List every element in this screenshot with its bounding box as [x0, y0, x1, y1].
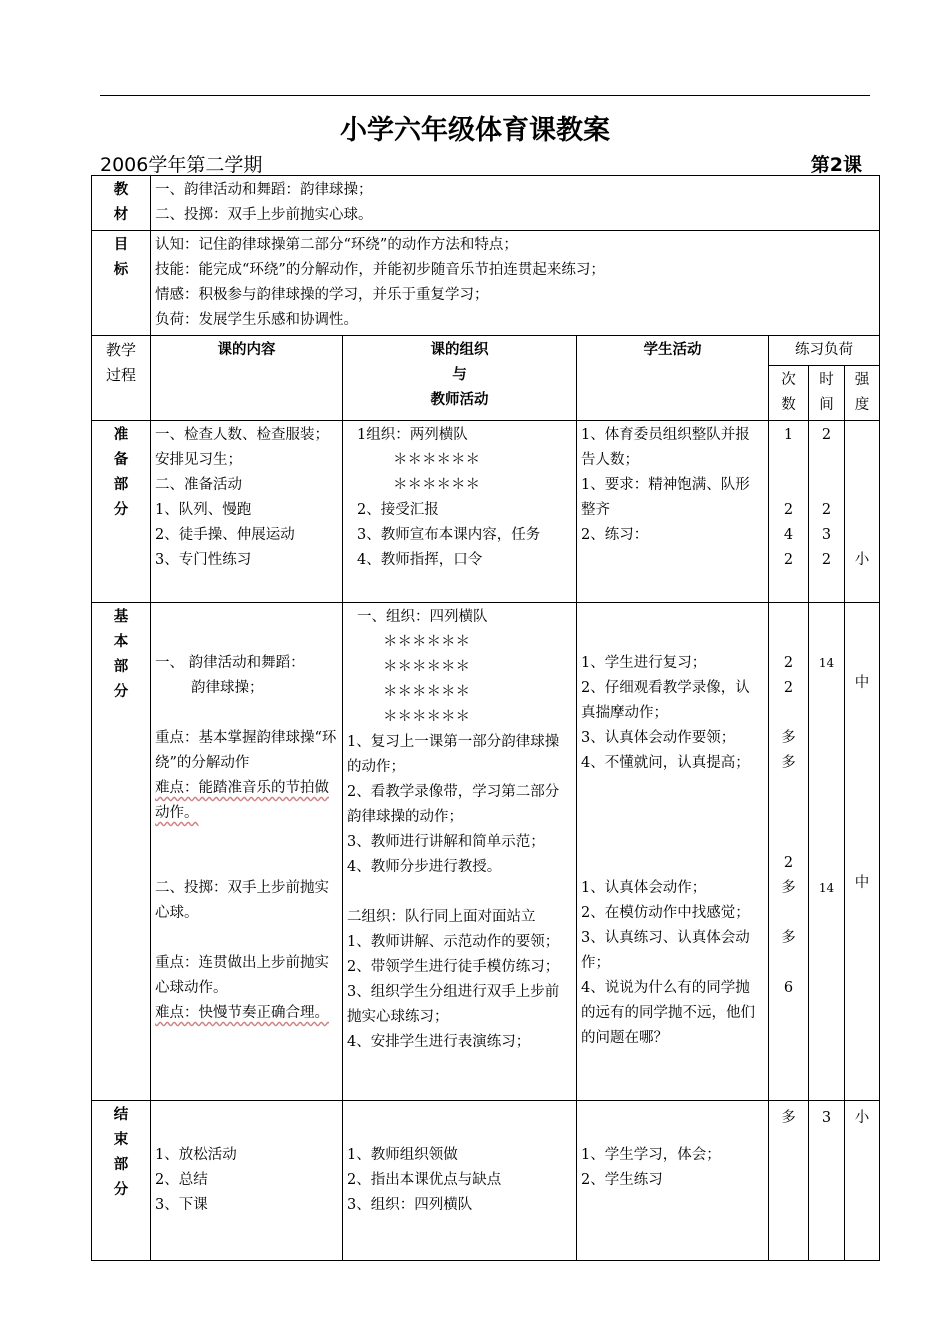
- prep-student: 1、体育委员组织整队并报告人数； 1、要求：精神饱满、队形整齐 2、练习：: [577, 421, 769, 603]
- prep-row: [92, 421, 880, 603]
- end-count: 多: [769, 1101, 809, 1261]
- prep-label: 准 备 部 分: [92, 421, 151, 603]
- header-time: 时 间: [809, 366, 845, 421]
- goals-label: 目 标: [92, 231, 151, 336]
- lesson-number: 第2课: [810, 154, 862, 176]
- materials-content: 一、韵律活动和舞蹈：韵律球操； 二、投掷：双手上步前抛实心球。: [151, 176, 880, 231]
- lesson-plan-table: [91, 175, 880, 1261]
- header-organization: 课的组织 与 教师活动: [343, 336, 577, 421]
- prep-organization: 1组织：两列横队 ＊＊＊＊＊＊ ＊＊＊＊＊＊ 2、接受汇报 3、教师宣布本课内容，任务 4、教师指挥，口令: [343, 421, 577, 603]
- basic-student: 1、学生进行复习； 2、仔细观看教学录像，认真揣摩动作； 3、认真体会动作要领； 4、不懂就问，认真提高； 1、认真体会动作； 2、在模仿动作中找感觉； 3、认真练习、认真体会动作； 4、说说为什么有的同学抛的远有的同学抛不远，他们的问题在哪？: [577, 603, 769, 1101]
- prep-intensity: 小: [845, 421, 880, 603]
- end-content: 1、放松活动 2、总结 3、下课: [151, 1101, 343, 1261]
- header-load: 练习负荷: [769, 336, 880, 366]
- end-row: [92, 1101, 880, 1261]
- header-student: 学生活动: [577, 336, 769, 421]
- header-count: 次 数: [769, 366, 809, 421]
- header-content: 课的内容: [151, 336, 343, 421]
- prep-time: 2 2 3 2: [809, 421, 845, 603]
- goals-row: [92, 231, 880, 336]
- goals-content: 认知：记住韵律球操第二部分“环绕”的动作方法和特点； 技能：能完成“环绕”的分解动作，并能初步随音乐节拍连贯起来练习； 情感：积极参与韵律球操的学习，并乐于重复学习； 负荷：发展学生乐感和协调性。: [151, 231, 880, 336]
- end-student: 1、学生学习，体会； 2、学生练习: [577, 1101, 769, 1261]
- basic-organization: 一、组织：四列横队 ＊＊＊＊＊＊ ＊＊＊＊＊＊ ＊＊＊＊＊＊ ＊＊＊＊＊＊ 1、复习上一课第一部分韵律球操的动作； 2、看教学录像带，学习第二部分韵律球操的动作； 3、教师进行讲解和简单示范； 4、教师分步进行教授。 二组织：队行同上面对面站立 1、教师讲解、示范动作的要领； 2、带领学生进行徒手模仿练习； 3、组织学生分组进行双手上步前抛实心球练习； 4、安排学生进行表演练习；: [343, 603, 577, 1101]
- basic-time: 14 14: [809, 603, 845, 1101]
- basic-label: 基 本 部 分: [92, 603, 151, 1101]
- basic-count: 2 2 多 多 2 多 多 6: [769, 603, 809, 1101]
- header-process: 教学 过程: [92, 336, 151, 421]
- term-label: 2006学年第二学期: [100, 154, 263, 176]
- materials-row: [92, 176, 880, 231]
- basic-content: 一、 韵律活动和舞蹈： 韵律球操； 重点：基本掌握韵律球操“环绕”的分解动作 难点：能踏准音乐的节拍做动作。 二、投掷：双手上步前抛实心球。 重点：连贯做出上步前抛实心球动作。 难点：快慢节奏正确合理。: [151, 603, 343, 1101]
- materials-label: 教 材: [92, 176, 151, 231]
- header-intensity: 强 度: [845, 366, 880, 421]
- end-time: 3: [809, 1101, 845, 1261]
- end-organization: 1、教师组织领做 2、指出本课优点与缺点 3、组织：四列横队: [343, 1101, 577, 1261]
- end-intensity: 小: [845, 1101, 880, 1261]
- basic-intensity: 中 中: [845, 603, 880, 1101]
- page-title: 小学六年级体育课教案: [340, 115, 610, 146]
- header-row: [92, 336, 880, 366]
- prep-count: 1 2 4 2: [769, 421, 809, 603]
- prep-content: 一、检查人数、检查服装；安排见习生； 二、准备活动 1、队列、慢跑 2、徒手操、伸展运动 3、专门性练习: [151, 421, 343, 603]
- basic-row: [92, 603, 880, 1101]
- end-label: 结 束 部 分: [92, 1101, 151, 1261]
- header-rule: [100, 95, 870, 96]
